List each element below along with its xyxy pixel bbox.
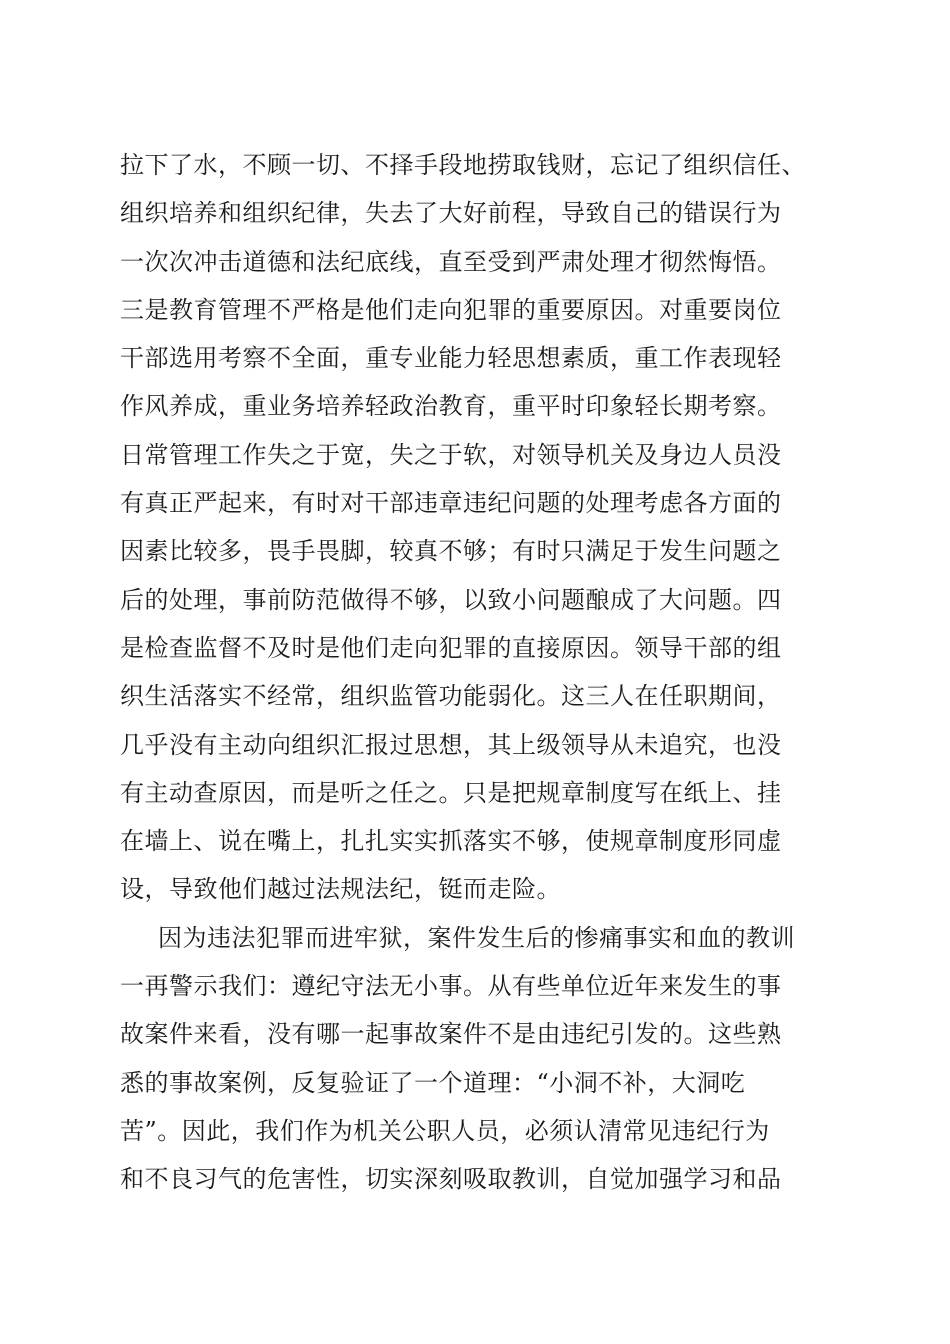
paragraph-1: [120, 141, 840, 914]
text-line: 苦”。因此，我们作为机关公职人员，必须认清常见违纪行为: [120, 1116, 770, 1145]
text-line: 织生活落实不经常，组织监管功能弱化。这三人在任职期间，: [120, 682, 782, 711]
text-line: 作风养成，重业务培养轻政治教育，重平时印象轻长期考察。: [120, 392, 782, 421]
text-line: 有主动查原因，而是听之任之。只是把规章制度写在纸上、挂: [120, 778, 782, 807]
text-line: 悉的事故案例，反复验证了一个道理：“小洞不补，大洞吃: [120, 1068, 746, 1097]
text-line: 因素比较多，畏手畏脚，较真不够；有时只满足于发生问题之: [120, 537, 782, 566]
text-line: 和不良习气的危害性，切实深刻吸取教训，自觉加强学习和品: [120, 1165, 782, 1194]
text-line: 拉下了水，不顾一切、不择手段地捞取钱财，忘记了组织信任、: [120, 151, 806, 179]
text-line: 一再警示我们：遵纪守法无小事。从有些单位近年来发生的事: [120, 972, 782, 1001]
text-line: 设，导致他们越过法规法纪，铤而走险。: [120, 875, 561, 904]
text-line: 干部选用考察不全面，重专业能力轻思想素质，重工作表现轻: [120, 344, 782, 373]
text-line: 三是教育管理不严格是他们走向犯罪的重要原因。对重要岗位: [120, 295, 782, 324]
text-line: 日常管理工作失之于宽，失之于软，对领导机关及身边人员没: [120, 440, 782, 469]
text-line: 有真正严起来，有时对干部违章违纪问题的处理考虑各方面的: [120, 489, 782, 518]
document-body: [120, 141, 840, 1204]
text-line: 几乎没有主动向组织汇报过思想，其上级领导从未追究，也没: [120, 730, 782, 759]
text-line: 组织培养和组织纪律，失去了大好前程，导致自己的错误行为: [120, 199, 782, 228]
paragraph-2: [120, 914, 840, 1204]
text-line: 因为违法犯罪而进牢狱，案件发生后的惨痛事实和血的教训: [158, 923, 795, 952]
text-line: 一次次冲击道德和法纪底线，直至受到严肃处理才彻然悔悟。: [120, 247, 782, 276]
text-line: 在墙上、说在嘴上，扎扎实实抓落实不够，使规章制度形同虚: [120, 827, 782, 856]
text-line: 是检查监督不及时是他们走向犯罪的直接原因。领导干部的组: [120, 633, 782, 662]
text-line: 后的处理，事前防范做得不够，以致小问题酿成了大问题。四: [120, 585, 782, 614]
text-line: 故案件来看，没有哪一起事故案件不是由违纪引发的。这些熟: [120, 1020, 782, 1049]
